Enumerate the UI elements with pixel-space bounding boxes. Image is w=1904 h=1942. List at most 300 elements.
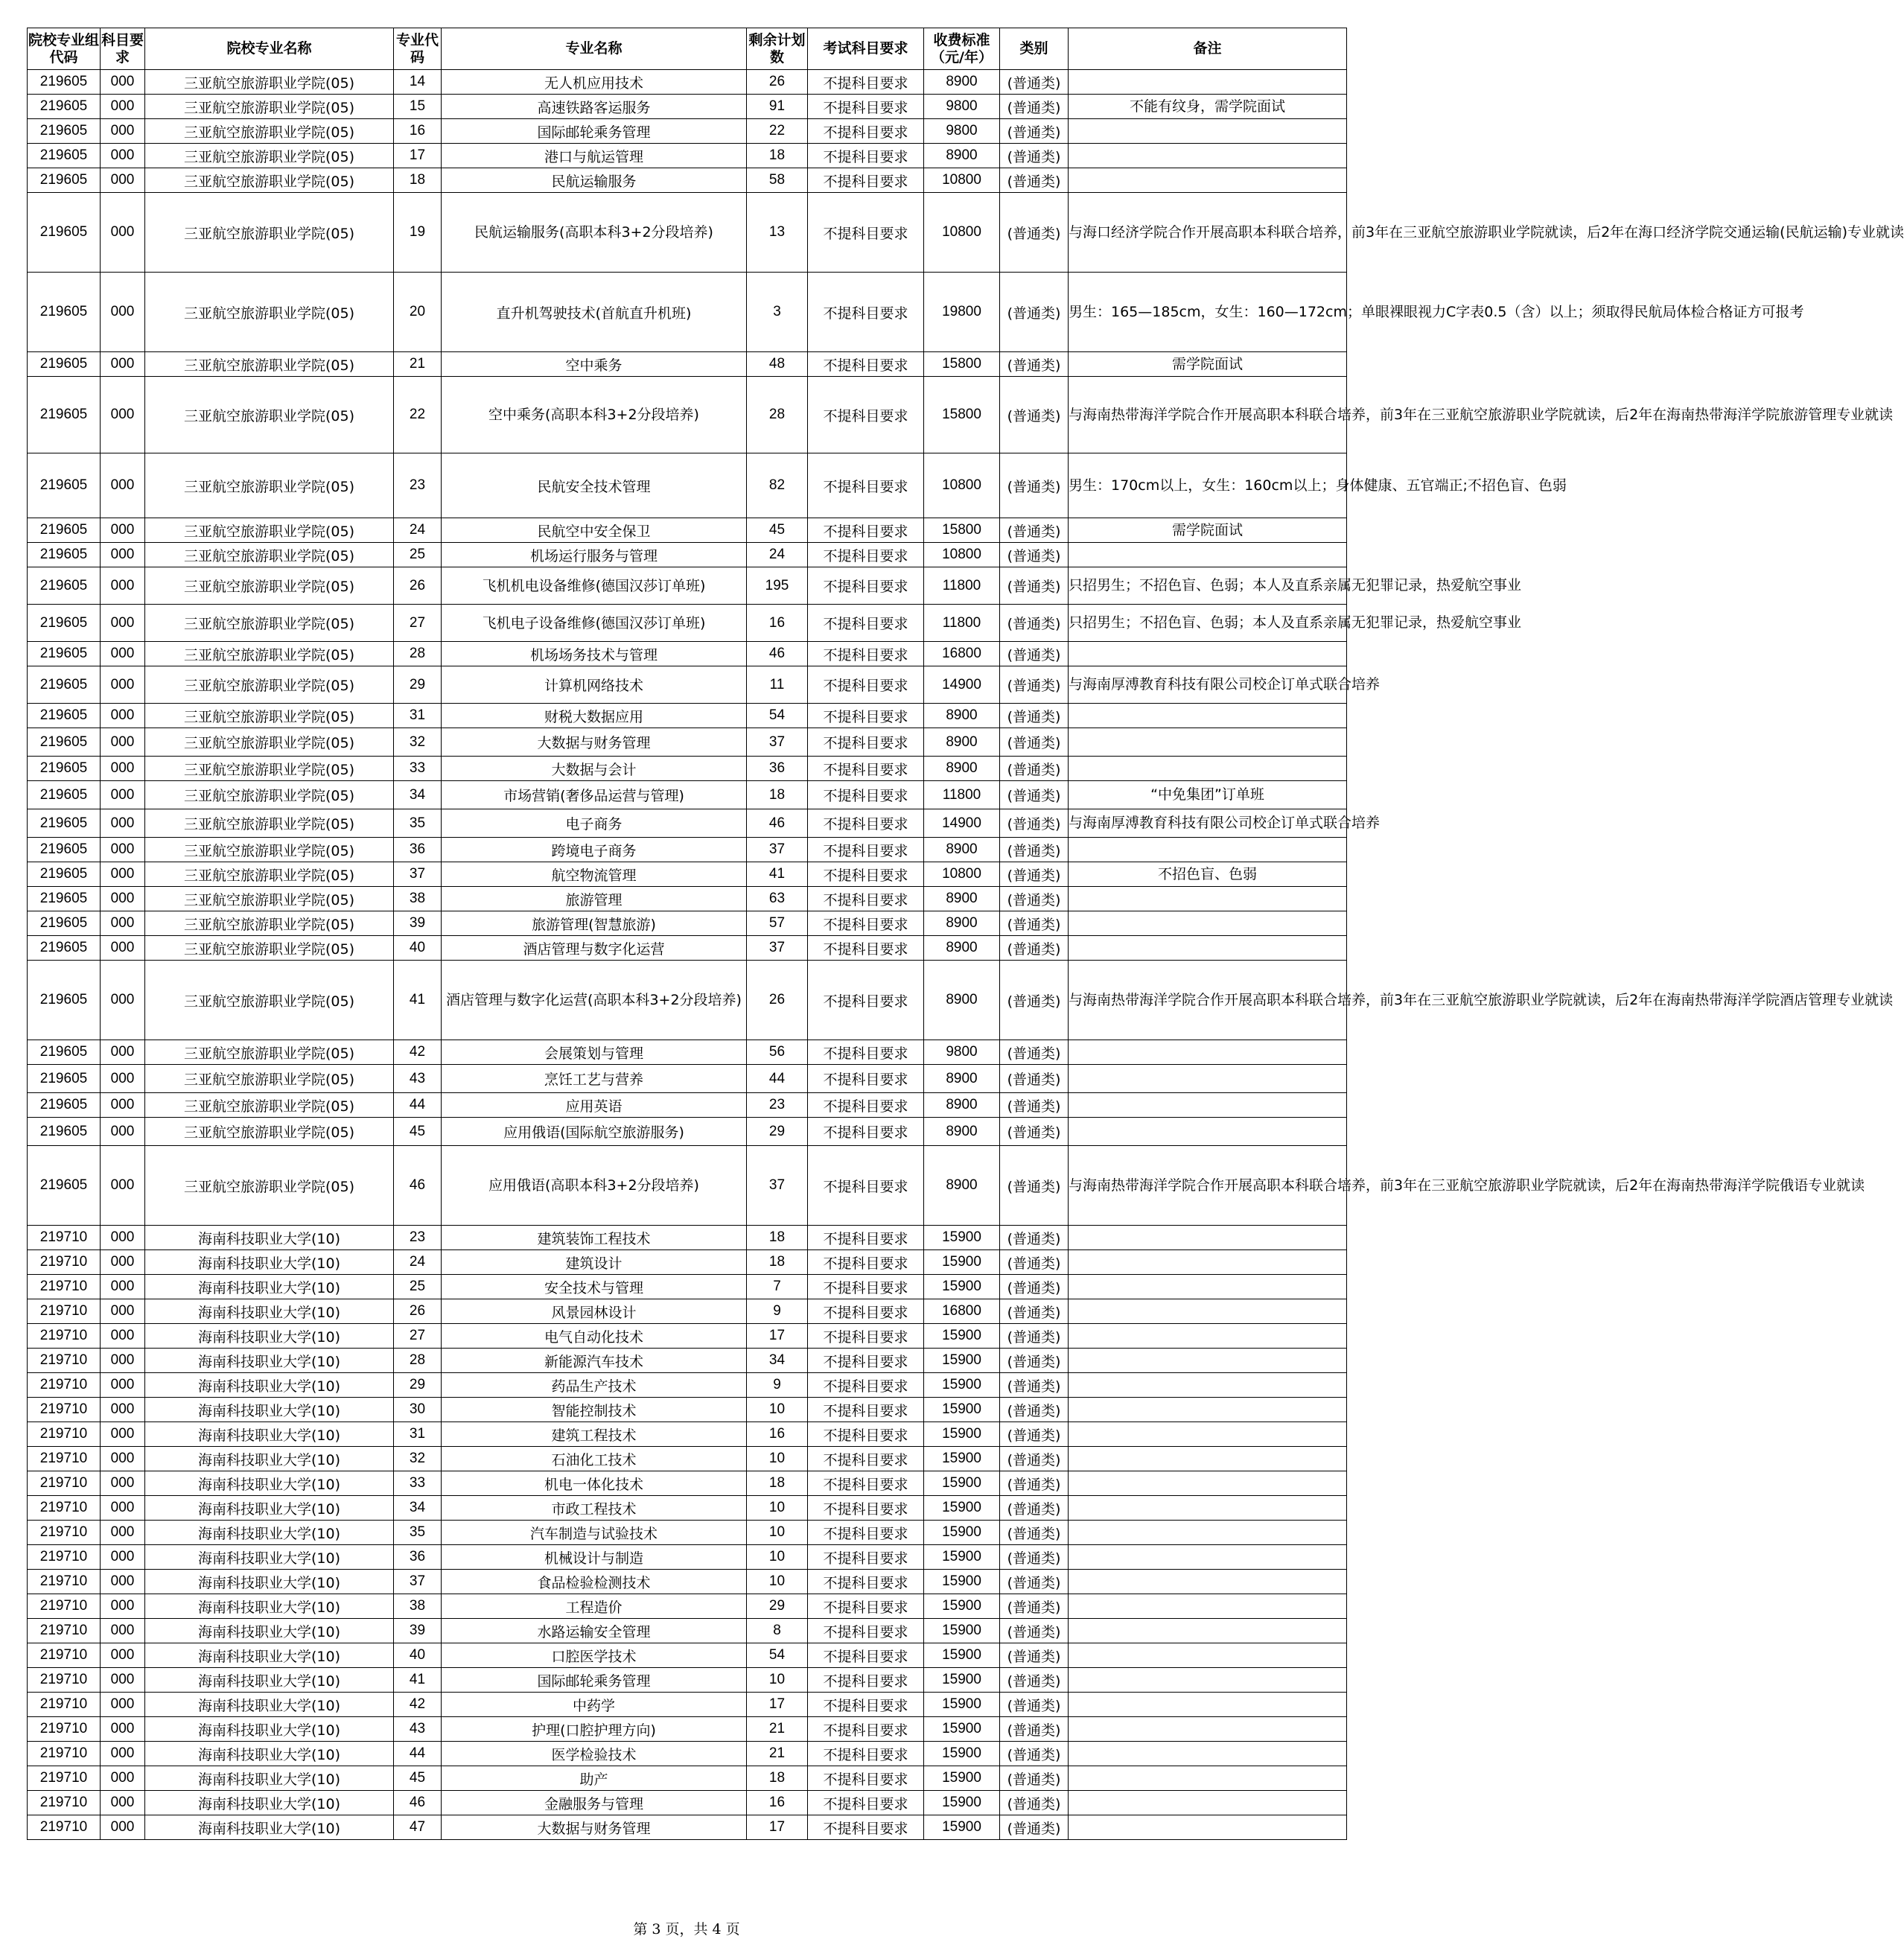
major-name-cell: 民航运输服务	[442, 168, 747, 193]
major-code-cell: 35	[394, 809, 442, 838]
header-exam-subject: 考试科目要求	[808, 28, 924, 70]
category-cell: (普通类)	[1000, 642, 1069, 666]
table-row	[28, 119, 1347, 144]
note-cell	[1069, 1766, 1347, 1791]
school-cell: 海南科技职业大学(10)	[145, 1643, 394, 1668]
group-code-cell: 219710	[28, 1717, 101, 1742]
group-code-cell: 219605	[28, 95, 101, 119]
major-name-cell: 建筑工程技术	[442, 1422, 747, 1447]
group-code-cell: 219605	[28, 144, 101, 168]
remaining-cell: 18	[747, 1250, 808, 1275]
major-code-cell: 45	[394, 1118, 442, 1146]
subject-req-cell: 000	[101, 642, 145, 666]
subject-req-cell: 000	[101, 70, 145, 95]
table-row	[28, 666, 1347, 704]
major-code-cell: 41	[394, 961, 442, 1040]
note-cell	[1069, 168, 1347, 193]
group-code-cell: 219605	[28, 605, 101, 642]
table-row	[28, 838, 1347, 862]
major-name-cell: 民航运输服务(高职本科3+2分段培养)	[442, 193, 747, 273]
exam-subject-cell: 不提科目要求	[808, 1766, 924, 1791]
exam-subject-cell: 不提科目要求	[808, 567, 924, 605]
header-subject-req: 科目要求	[101, 28, 145, 70]
school-cell: 海南科技职业大学(10)	[145, 1791, 394, 1815]
school-cell: 海南科技职业大学(10)	[145, 1815, 394, 1840]
subject-req-cell: 000	[101, 1146, 145, 1226]
subject-req-cell: 000	[101, 567, 145, 605]
major-code-cell: 15	[394, 95, 442, 119]
table-row	[28, 961, 1347, 1040]
category-cell: (普通类)	[1000, 1373, 1069, 1398]
note-cell	[1069, 1815, 1347, 1840]
group-code-cell: 219710	[28, 1619, 101, 1643]
exam-subject-cell: 不提科目要求	[808, 704, 924, 728]
note-cell	[1069, 911, 1347, 936]
note-cell	[1069, 1742, 1347, 1766]
table-row	[28, 1471, 1347, 1496]
school-cell: 三亚航空旅游职业学院(05)	[145, 453, 394, 518]
major-name-cell: 应用俄语(国际航空旅游服务)	[442, 1118, 747, 1146]
major-code-cell: 33	[394, 1471, 442, 1496]
exam-subject-cell: 不提科目要求	[808, 144, 924, 168]
subject-req-cell: 000	[101, 1742, 145, 1766]
table-row	[28, 1693, 1347, 1717]
subject-req-cell: 000	[101, 961, 145, 1040]
subject-req-cell: 000	[101, 704, 145, 728]
exam-subject-cell: 不提科目要求	[808, 273, 924, 352]
table-row	[28, 1815, 1347, 1840]
category-cell: (普通类)	[1000, 1065, 1069, 1093]
major-name-cell: 旅游管理(智慧旅游)	[442, 911, 747, 936]
note-cell	[1069, 1250, 1347, 1275]
major-code-cell: 27	[394, 1324, 442, 1349]
fee-cell: 15900	[924, 1226, 1000, 1250]
major-code-cell: 38	[394, 1594, 442, 1619]
exam-subject-cell: 不提科目要求	[808, 1717, 924, 1742]
major-name-cell: 电气自动化技术	[442, 1324, 747, 1349]
school-cell: 海南科技职业大学(10)	[145, 1422, 394, 1447]
note-cell	[1069, 1668, 1347, 1693]
major-code-cell: 36	[394, 1545, 442, 1570]
major-name-cell: 无人机应用技术	[442, 70, 747, 95]
table-row	[28, 1250, 1347, 1275]
subject-req-cell: 000	[101, 543, 145, 567]
group-code-cell: 219605	[28, 838, 101, 862]
major-name-cell: 口腔医学技术	[442, 1643, 747, 1668]
major-code-cell: 41	[394, 1668, 442, 1693]
category-cell: (普通类)	[1000, 1766, 1069, 1791]
group-code-cell: 219710	[28, 1373, 101, 1398]
group-code-cell: 219605	[28, 961, 101, 1040]
note-cell	[1069, 193, 1904, 273]
fee-cell: 15900	[924, 1545, 1000, 1570]
major-code-cell: 28	[394, 1349, 442, 1373]
table-row	[28, 1643, 1347, 1668]
fee-cell: 8900	[924, 704, 1000, 728]
subject-req-cell: 000	[101, 1093, 145, 1118]
category-cell: (普通类)	[1000, 1643, 1069, 1668]
fee-cell: 8900	[924, 1118, 1000, 1146]
note-cell	[1069, 1717, 1347, 1742]
table-row	[28, 781, 1347, 809]
major-name-cell: 飞机电子设备维修(德国汉莎订单班)	[442, 605, 747, 642]
school-cell: 海南科技职业大学(10)	[145, 1570, 394, 1594]
major-name-cell: 大数据与财务管理	[442, 728, 747, 757]
group-code-cell: 219710	[28, 1815, 101, 1840]
major-code-cell: 28	[394, 642, 442, 666]
remaining-cell: 10	[747, 1545, 808, 1570]
exam-subject-cell: 不提科目要求	[808, 1040, 924, 1065]
note-cell	[1069, 1146, 1865, 1226]
note-text: 只招男生；不招色盲、色弱；本人及直系亲属无犯罪记录，热爱航空事业	[1069, 577, 1522, 593]
exam-subject-cell: 不提科目要求	[808, 1373, 924, 1398]
note-cell	[1069, 70, 1347, 95]
note-cell	[1069, 1521, 1347, 1545]
table-row	[28, 1619, 1347, 1643]
group-code-cell: 219710	[28, 1324, 101, 1349]
table-row	[28, 1447, 1347, 1471]
note-text: 男生：170cm以上，女生：160cm以上；身体健康、五官端正;不招色盲、色弱	[1069, 477, 1567, 494]
category-cell: (普通类)	[1000, 1324, 1069, 1349]
note-text: 不招色盲、色弱	[1157, 865, 1257, 882]
group-code-cell: 219605	[28, 453, 101, 518]
subject-req-cell: 000	[101, 518, 145, 543]
major-name-cell: 高速铁路客运服务	[442, 95, 747, 119]
category-cell: (普通类)	[1000, 377, 1069, 453]
header-major-code: 专业代码	[394, 28, 442, 70]
major-code-cell: 40	[394, 936, 442, 961]
major-code-cell: 17	[394, 144, 442, 168]
note-text: 不能有纹身，需学院面试	[1129, 98, 1285, 115]
school-cell: 海南科技职业大学(10)	[145, 1471, 394, 1496]
exam-subject-cell: 不提科目要求	[808, 1398, 924, 1422]
remaining-cell: 37	[747, 838, 808, 862]
fee-cell: 10800	[924, 862, 1000, 887]
exam-subject-cell: 不提科目要求	[808, 862, 924, 887]
major-name-cell: 酒店管理与数字化运营	[442, 936, 747, 961]
note-text: 与海口经济学院合作开展高职本科联合培养，前3年在三亚航空旅游职业学院就读，后2年在海口经济学院交通运输(民航运输)专业就读	[1069, 223, 1904, 241]
remaining-cell: 22	[747, 119, 808, 144]
school-cell: 三亚航空旅游职业学院(05)	[145, 1040, 394, 1065]
major-name-cell: 市场营销(奢侈品运营与管理)	[442, 781, 747, 809]
subject-req-cell: 000	[101, 273, 145, 352]
group-code-cell: 219605	[28, 666, 101, 704]
table-row	[28, 1373, 1347, 1398]
fee-cell: 9800	[924, 95, 1000, 119]
subject-req-cell: 000	[101, 862, 145, 887]
table-row	[28, 1668, 1347, 1693]
subject-req-cell: 000	[101, 1250, 145, 1275]
subject-req-cell: 000	[101, 887, 145, 911]
major-name-cell: 工程造价	[442, 1594, 747, 1619]
fee-cell: 15800	[924, 518, 1000, 543]
table-row	[28, 936, 1347, 961]
table-row	[28, 1040, 1347, 1065]
category-cell: (普通类)	[1000, 1398, 1069, 1422]
subject-req-cell: 000	[101, 1275, 145, 1299]
subject-req-cell: 000	[101, 936, 145, 961]
school-cell: 三亚航空旅游职业学院(05)	[145, 567, 394, 605]
fee-cell: 8900	[924, 1146, 1000, 1226]
subject-req-cell: 000	[101, 95, 145, 119]
remaining-cell: 36	[747, 757, 808, 781]
subject-req-cell: 000	[101, 1324, 145, 1349]
school-cell: 三亚航空旅游职业学院(05)	[145, 838, 394, 862]
subject-req-cell: 000	[101, 1496, 145, 1521]
exam-subject-cell: 不提科目要求	[808, 1815, 924, 1840]
category-cell: (普通类)	[1000, 605, 1069, 642]
school-cell: 三亚航空旅游职业学院(05)	[145, 518, 394, 543]
remaining-cell: 21	[747, 1717, 808, 1742]
fee-cell: 9800	[924, 119, 1000, 144]
group-code-cell: 219605	[28, 1040, 101, 1065]
exam-subject-cell: 不提科目要求	[808, 605, 924, 642]
table-row	[28, 273, 1347, 352]
major-name-cell: 助产	[442, 1766, 747, 1791]
fee-cell: 15900	[924, 1275, 1000, 1299]
school-cell: 三亚航空旅游职业学院(05)	[145, 704, 394, 728]
header-remaining: 剩余计划数	[747, 28, 808, 70]
fee-cell: 11800	[924, 605, 1000, 642]
group-code-cell: 219605	[28, 1093, 101, 1118]
table-row	[28, 567, 1347, 605]
group-code-cell: 219710	[28, 1496, 101, 1521]
school-cell: 三亚航空旅游职业学院(05)	[145, 1146, 394, 1226]
major-code-cell: 34	[394, 1496, 442, 1521]
category-cell: (普通类)	[1000, 453, 1069, 518]
note-text: 男生：165—185cm，女生：160—172cm；单眼裸眼视力C字表0.5（含）以上；须取得民航局体检合格证方可报考	[1069, 303, 1804, 320]
remaining-cell: 21	[747, 1742, 808, 1766]
table-row	[28, 1093, 1347, 1118]
major-code-cell: 45	[394, 1766, 442, 1791]
major-name-cell: 国际邮轮乘务管理	[442, 119, 747, 144]
remaining-cell: 46	[747, 809, 808, 838]
category-cell: (普通类)	[1000, 1146, 1069, 1226]
table-row	[28, 518, 1347, 543]
remaining-cell: 26	[747, 70, 808, 95]
header-fee: 收费标准（元/年）	[924, 28, 1000, 70]
note-cell	[1069, 666, 1381, 704]
category-cell: (普通类)	[1000, 1349, 1069, 1373]
school-cell: 海南科技职业大学(10)	[145, 1545, 394, 1570]
table-row	[28, 1496, 1347, 1521]
table-row	[28, 1146, 1347, 1226]
note-cell	[1069, 567, 1522, 605]
note-cell	[1069, 1594, 1347, 1619]
table-row	[28, 193, 1347, 273]
major-name-cell: 智能控制技术	[442, 1398, 747, 1422]
major-name-cell: 旅游管理	[442, 887, 747, 911]
remaining-cell: 46	[747, 642, 808, 666]
subject-req-cell: 000	[101, 1065, 145, 1093]
note-cell	[1069, 642, 1347, 666]
table-row	[28, 1118, 1347, 1146]
major-code-cell: 27	[394, 605, 442, 642]
school-cell: 三亚航空旅游职业学院(05)	[145, 193, 394, 273]
subject-req-cell: 000	[101, 453, 145, 518]
major-code-cell: 42	[394, 1693, 442, 1717]
major-name-cell: 空中乘务	[442, 352, 747, 377]
group-code-cell: 219605	[28, 168, 101, 193]
school-cell: 海南科技职业大学(10)	[145, 1594, 394, 1619]
note-cell	[1069, 838, 1347, 862]
table-row	[28, 1570, 1347, 1594]
subject-req-cell: 000	[101, 1118, 145, 1146]
exam-subject-cell: 不提科目要求	[808, 1594, 924, 1619]
category-cell: (普通类)	[1000, 70, 1069, 95]
exam-subject-cell: 不提科目要求	[808, 1324, 924, 1349]
group-code-cell: 219710	[28, 1349, 101, 1373]
note-cell	[1069, 352, 1347, 377]
table-row	[28, 168, 1347, 193]
table-body	[28, 70, 1904, 1840]
category-cell: (普通类)	[1000, 1250, 1069, 1275]
note-cell	[1069, 1349, 1347, 1373]
major-code-cell: 31	[394, 1422, 442, 1447]
fee-cell: 15900	[924, 1594, 1000, 1619]
table-row	[28, 887, 1347, 911]
note-cell	[1069, 1093, 1347, 1118]
group-code-cell: 219605	[28, 377, 101, 453]
fee-cell: 15900	[924, 1766, 1000, 1791]
major-code-cell: 46	[394, 1146, 442, 1226]
group-code-cell: 219605	[28, 273, 101, 352]
subject-req-cell: 000	[101, 1521, 145, 1545]
major-name-cell: 药品生产技术	[442, 1373, 747, 1398]
table-row	[28, 1324, 1347, 1349]
major-code-cell: 46	[394, 1791, 442, 1815]
group-code-cell: 219710	[28, 1643, 101, 1668]
major-name-cell: 航空物流管理	[442, 862, 747, 887]
exam-subject-cell: 不提科目要求	[808, 1471, 924, 1496]
header-school: 院校专业名称	[145, 28, 394, 70]
category-cell: (普通类)	[1000, 1299, 1069, 1324]
group-code-cell: 219605	[28, 862, 101, 887]
major-name-cell: 金融服务与管理	[442, 1791, 747, 1815]
note-cell	[1069, 936, 1347, 961]
table-row	[28, 1766, 1347, 1791]
fee-cell: 16800	[924, 642, 1000, 666]
fee-cell: 15900	[924, 1250, 1000, 1275]
major-code-cell: 47	[394, 1815, 442, 1840]
subject-req-cell: 000	[101, 1594, 145, 1619]
exam-subject-cell: 不提科目要求	[808, 1643, 924, 1668]
subject-req-cell: 000	[101, 1373, 145, 1398]
major-code-cell: 18	[394, 168, 442, 193]
category-cell: (普通类)	[1000, 352, 1069, 377]
subject-req-cell: 000	[101, 1717, 145, 1742]
major-code-cell: 24	[394, 1250, 442, 1275]
major-code-cell: 32	[394, 1447, 442, 1471]
table-row	[28, 1791, 1347, 1815]
fee-cell: 15900	[924, 1521, 1000, 1545]
exam-subject-cell: 不提科目要求	[808, 1093, 924, 1118]
category-cell: (普通类)	[1000, 1118, 1069, 1146]
fee-cell: 8900	[924, 144, 1000, 168]
major-name-cell: 建筑设计	[442, 1250, 747, 1275]
note-cell	[1069, 1299, 1347, 1324]
table-row	[28, 1275, 1347, 1299]
fee-cell: 15900	[924, 1643, 1000, 1668]
major-name-cell: 风景园林设计	[442, 1299, 747, 1324]
group-code-cell: 219710	[28, 1226, 101, 1250]
exam-subject-cell: 不提科目要求	[808, 1146, 924, 1226]
major-name-cell: 应用英语	[442, 1093, 747, 1118]
major-code-cell: 30	[394, 1398, 442, 1422]
fee-cell: 15900	[924, 1791, 1000, 1815]
table-row	[28, 95, 1347, 119]
subject-req-cell: 000	[101, 809, 145, 838]
note-cell	[1069, 1496, 1347, 1521]
subject-req-cell: 000	[101, 1226, 145, 1250]
exam-subject-cell: 不提科目要求	[808, 70, 924, 95]
major-name-cell: 水路运输安全管理	[442, 1619, 747, 1643]
exam-subject-cell: 不提科目要求	[808, 781, 924, 809]
remaining-cell: 18	[747, 1226, 808, 1250]
group-code-cell: 219605	[28, 757, 101, 781]
fee-cell: 15900	[924, 1815, 1000, 1840]
category-cell: (普通类)	[1000, 95, 1069, 119]
school-cell: 三亚航空旅游职业学院(05)	[145, 377, 394, 453]
category-cell: (普通类)	[1000, 1093, 1069, 1118]
remaining-cell: 9	[747, 1299, 808, 1324]
table-row	[28, 1422, 1347, 1447]
note-cell	[1069, 518, 1347, 543]
exam-subject-cell: 不提科目要求	[808, 757, 924, 781]
note-text: 需学院面试	[1171, 355, 1243, 372]
school-cell: 三亚航空旅游职业学院(05)	[145, 862, 394, 887]
note-cell	[1069, 1422, 1347, 1447]
table-row	[28, 453, 1347, 518]
exam-subject-cell: 不提科目要求	[808, 377, 924, 453]
category-cell: (普通类)	[1000, 666, 1069, 704]
remaining-cell: 11	[747, 666, 808, 704]
group-code-cell: 219710	[28, 1299, 101, 1324]
major-name-cell: 应用俄语(高职本科3+2分段培养)	[442, 1146, 747, 1226]
exam-subject-cell: 不提科目要求	[808, 911, 924, 936]
exam-subject-cell: 不提科目要求	[808, 642, 924, 666]
category-cell: (普通类)	[1000, 862, 1069, 887]
fee-cell: 8900	[924, 961, 1000, 1040]
fee-cell: 8900	[924, 911, 1000, 936]
major-name-cell: 汽车制造与试验技术	[442, 1521, 747, 1545]
major-code-cell: 25	[394, 1275, 442, 1299]
exam-subject-cell: 不提科目要求	[808, 809, 924, 838]
major-code-cell: 35	[394, 1521, 442, 1545]
major-code-cell: 34	[394, 781, 442, 809]
category-cell: (普通类)	[1000, 193, 1069, 273]
major-code-cell: 39	[394, 1619, 442, 1643]
school-cell: 海南科技职业大学(10)	[145, 1250, 394, 1275]
group-code-cell: 219605	[28, 887, 101, 911]
school-cell: 三亚航空旅游职业学院(05)	[145, 1118, 394, 1146]
major-code-cell: 26	[394, 1299, 442, 1324]
note-cell	[1069, 1643, 1347, 1668]
group-code-cell: 219605	[28, 911, 101, 936]
school-cell: 三亚航空旅游职业学院(05)	[145, 605, 394, 642]
exam-subject-cell: 不提科目要求	[808, 887, 924, 911]
category-cell: (普通类)	[1000, 144, 1069, 168]
remaining-cell: 16	[747, 605, 808, 642]
school-cell: 海南科技职业大学(10)	[145, 1226, 394, 1250]
remaining-cell: 41	[747, 862, 808, 887]
remaining-cell: 10	[747, 1398, 808, 1422]
exam-subject-cell: 不提科目要求	[808, 1496, 924, 1521]
remaining-cell: 91	[747, 95, 808, 119]
exam-subject-cell: 不提科目要求	[808, 1299, 924, 1324]
major-name-cell: 安全技术与管理	[442, 1275, 747, 1299]
major-code-cell: 31	[394, 704, 442, 728]
